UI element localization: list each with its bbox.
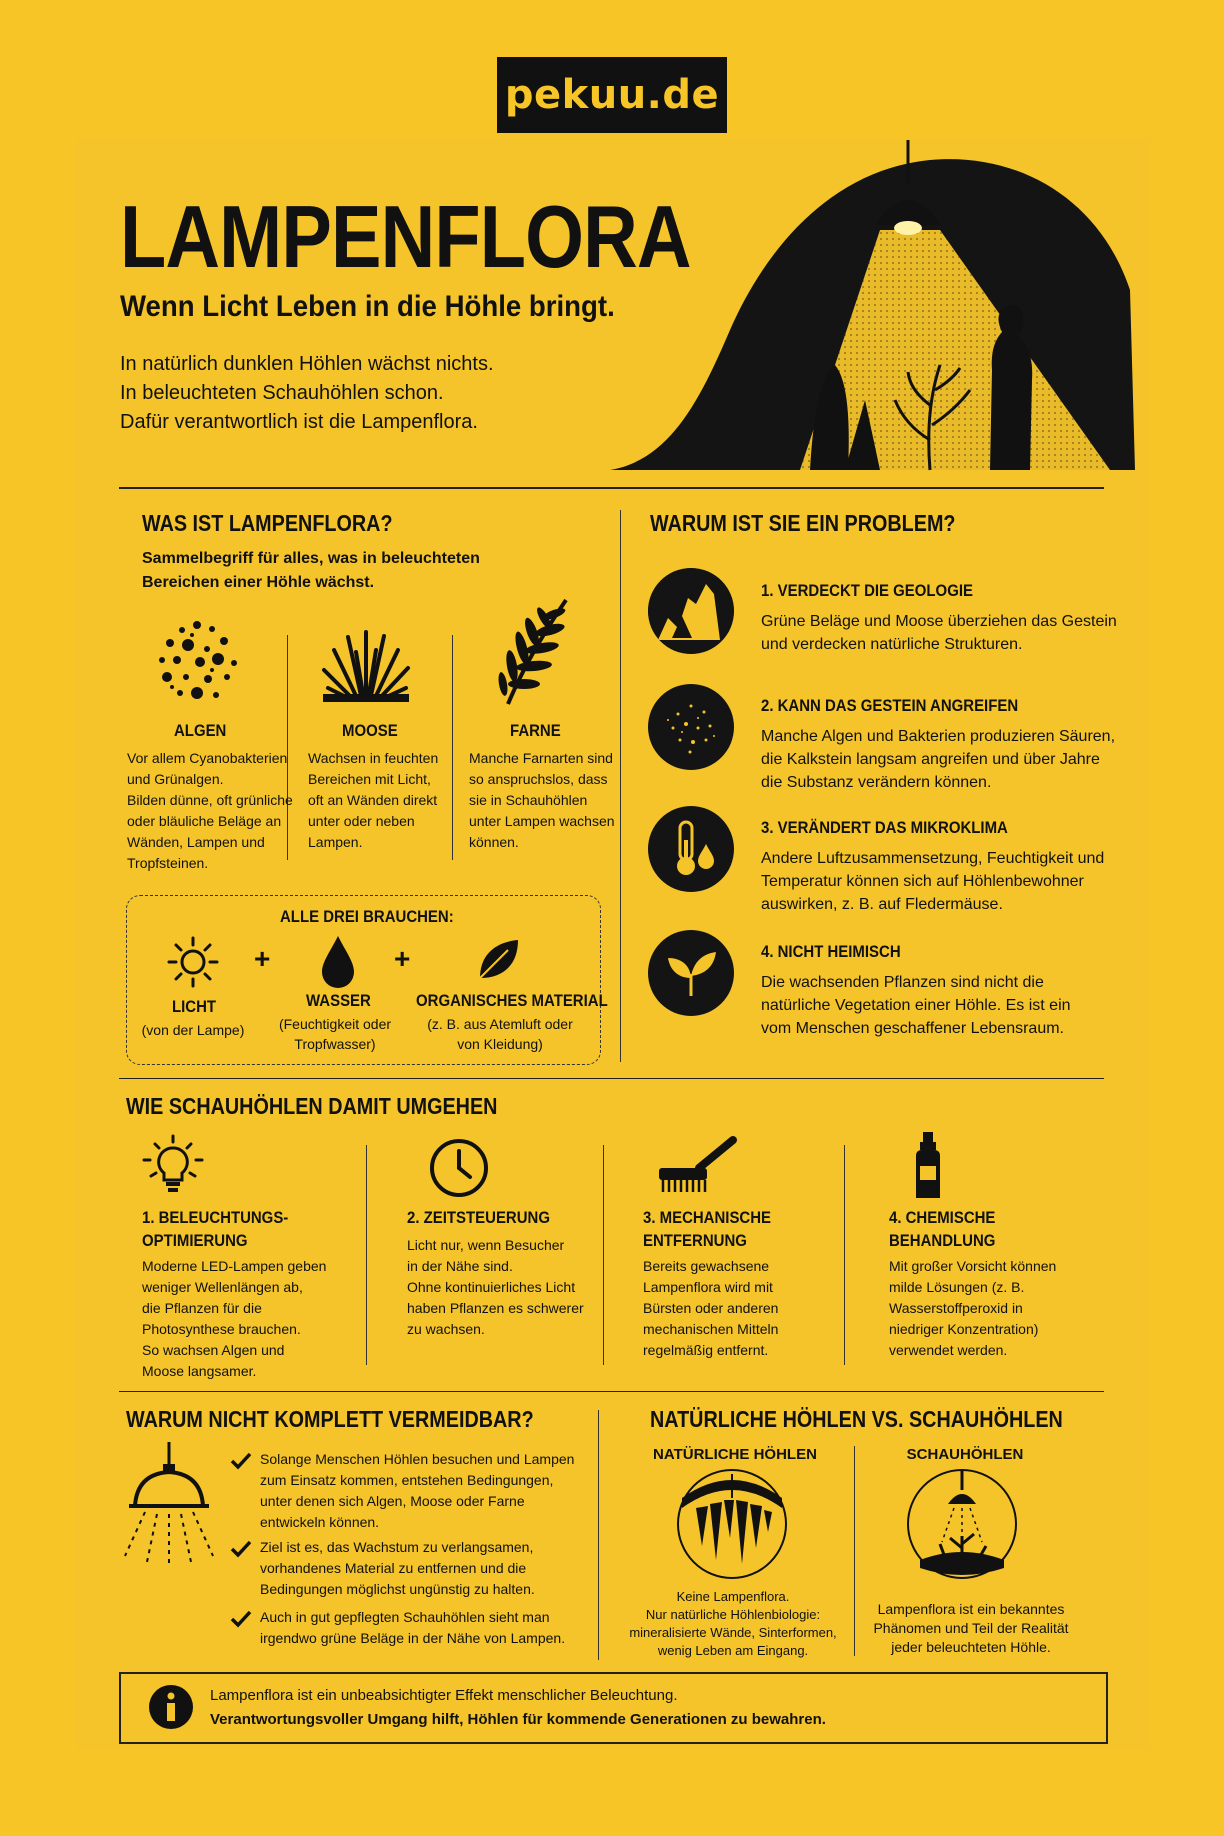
particles-icon — [648, 684, 734, 770]
need-name-organisch: ORGANISCHES MATERIAL — [416, 991, 608, 1010]
text-line: So wachsen Algen und — [142, 1342, 285, 1358]
type-text-farne — [469, 748, 615, 853]
title-line: 4. CHEMISCHE — [889, 1208, 996, 1227]
umgang-title-3 — [643, 1206, 771, 1252]
text-line: Temperatur können sich auf Höhlenbewohner — [761, 873, 1084, 890]
cave-lamp-illustration — [590, 140, 1150, 475]
intro-line: Dafür verantwortlich ist die Lampenflora. — [120, 411, 478, 433]
need-text-wasser — [260, 1014, 410, 1054]
text-line: weniger Wellenlängen ab, — [142, 1279, 303, 1295]
text-line: Moderne LED-Lampen geben — [142, 1258, 327, 1274]
text-line: Wasserstoffperoxid in — [889, 1300, 1023, 1316]
divider — [854, 1446, 855, 1656]
text-line: Vor allem Cyanobakterien — [127, 750, 288, 766]
type-name-algen: ALGEN — [174, 721, 227, 740]
divider — [598, 1410, 599, 1660]
page-subtitle: Wenn Licht Leben in die Höhle bringt. — [120, 290, 615, 323]
text-line: mechanischen Mitteln — [643, 1321, 779, 1337]
text-line: mineralisierte Wände, Sinterformen, — [629, 1625, 837, 1640]
divider — [620, 510, 621, 1062]
text-line: zu wachsen. — [407, 1321, 485, 1337]
text-line: so anspruchslos, dass — [469, 771, 608, 787]
section-heading-vergleich: NATÜRLICHE HÖHLEN VS. SCHAUHÖHLEN — [650, 1406, 1063, 1432]
check-icon — [230, 1540, 252, 1558]
text-line: Solange Menschen Höhlen besuchen und Lampen — [260, 1451, 575, 1467]
umgang-title-4 — [889, 1206, 995, 1252]
type-name-moose: MOOSE — [342, 721, 398, 740]
water-drop-icon — [318, 934, 358, 990]
text-line: Wachsen in feuchten — [308, 750, 439, 766]
plus-sign: + — [254, 943, 271, 974]
text-line: haben Pflanzen es schwerer — [407, 1300, 584, 1316]
text-line: Bürsten oder anderen — [643, 1300, 779, 1316]
text-line: unter denen sich Algen, Moose oder Farne — [260, 1493, 525, 1509]
thermometer-icon — [648, 806, 734, 892]
text-line: Grüne Beläge und Moose überziehen das Gestein — [761, 613, 1117, 630]
site-logo[interactable]: pekuu.de — [497, 57, 727, 133]
text-line: verwendet werden. — [889, 1342, 1008, 1358]
text-line: (von der Lampe) — [141, 1022, 245, 1038]
text-line: Wänden, Lampen und — [127, 834, 265, 850]
title-line: 1. BELEUCHTUNGS- — [142, 1208, 289, 1227]
info-text — [210, 1684, 826, 1732]
title-line: OPTIMIERUNG — [142, 1231, 248, 1250]
type-name-farne: FARNE — [510, 721, 561, 740]
text-line: oder bläuliche Beläge an — [127, 813, 282, 829]
text-line: Ohne kontinuierliches Licht — [407, 1279, 576, 1295]
text-line: Bilden dünne, oft grünliche — [127, 792, 293, 808]
text-line: milde Lösungen (z. B. — [889, 1279, 1025, 1295]
info-line-2: Verantwortungsvoller Umgang hilft, Höhlen für kommende Generationen zu bewahren. — [210, 1711, 826, 1728]
problem-text-2 — [761, 725, 1115, 794]
text-line: auswirken, z. B. auf Fledermäuse. — [761, 896, 1003, 913]
problem-title-3: 3. VERÄNDERT DAS MIKROKLIMA — [761, 818, 1008, 837]
text-line: (Feuchtigkeit oder — [278, 1016, 392, 1032]
text-line: Nur natürliche Höhlenbiologie: — [645, 1607, 821, 1622]
plant-icon — [648, 930, 734, 1016]
compare-text-natural — [608, 1588, 858, 1660]
text-line: Manche Farnarten sind — [469, 750, 613, 766]
text-line: (z. B. aus Atemluft oder — [427, 1016, 573, 1032]
type-text-moose — [308, 748, 438, 853]
info-icon — [148, 1684, 194, 1730]
text-line: Mit großer Vorsicht können — [889, 1258, 1057, 1274]
problem-text-3 — [761, 847, 1104, 916]
text-line: und verdecken natürliche Strukturen. — [761, 636, 1023, 653]
problem-text-4 — [761, 971, 1071, 1040]
divider — [119, 1391, 1104, 1392]
lightbulb-icon — [142, 1134, 204, 1196]
problem-title-4: 4. NICHT HEIMISCH — [761, 942, 901, 961]
definition-text — [142, 547, 480, 595]
info-line-1: Lampenflora ist ein unbeabsichtigter Effekt menschlicher Beleuchtung. — [210, 1687, 678, 1704]
need-name-licht: LICHT — [172, 997, 217, 1016]
text-line: Auch in gut gepflegten Schauhöhlen sieht man — [260, 1609, 550, 1625]
section-heading-vermeidbar: WARUM NICHT KOMPLETT VERMEIDBAR? — [126, 1406, 534, 1432]
section-heading-problem: WARUM IST SIE EIN PROBLEM? — [650, 510, 956, 536]
umgang-text-2 — [407, 1235, 584, 1340]
text-line: Moose langsamer. — [142, 1363, 257, 1379]
leaf-icon — [474, 936, 522, 984]
definition-line: Sammelbegriff für alles, was in beleuchteten — [142, 550, 480, 567]
text-line: und Grünalgen. — [127, 771, 224, 787]
text-line: Bereits gewachsene — [643, 1258, 770, 1274]
text-line: die Substanz verändern können. — [761, 774, 992, 791]
needs-heading: ALLE DREI BRAUCHEN: — [280, 907, 454, 926]
fern-icon — [488, 596, 578, 706]
text-line: die Kalkstein langsam angreifen und über Jahre — [761, 751, 1100, 768]
divider — [119, 487, 1104, 489]
check-icon — [230, 1452, 252, 1470]
text-line: Tropfsteinen. — [127, 855, 209, 871]
text-line: Bereichen mit Licht, — [308, 771, 431, 787]
text-line: oft an Wänden direkt — [308, 792, 438, 808]
text-line: können. — [469, 834, 519, 850]
vermeidbar-point-2 — [260, 1537, 535, 1600]
definition-line: Bereichen einer Höhle wächst. — [142, 574, 375, 591]
text-line: Lampenflora ist ein bekanntes — [877, 1601, 1065, 1617]
text-line: Lampen. — [308, 834, 363, 850]
text-line: wenig Leben am Eingang. — [657, 1643, 809, 1658]
algae-icon — [152, 615, 242, 705]
vermeidbar-point-1 — [260, 1449, 574, 1533]
title-line: BEHANDLUNG — [889, 1231, 996, 1250]
text-line: die Pflanzen für die — [142, 1300, 262, 1316]
umgang-title-1 — [142, 1206, 288, 1252]
page-title: LAMPENFLORA — [120, 187, 691, 286]
compare-title-show: SCHAUHÖHLEN — [906, 1446, 1024, 1463]
compare-text-show — [860, 1600, 1082, 1657]
intro-line: In beleuchteten Schauhöhlen schon. — [120, 382, 444, 404]
text-line: Andere Luftzusammensetzung, Feuchtigkeit und — [761, 850, 1105, 867]
umgang-text-4 — [889, 1256, 1056, 1361]
text-line: vorhandenes Material zu entfernen und die — [260, 1560, 527, 1576]
text-line: Manche Algen und Bakterien produzieren Säuren, — [761, 728, 1116, 745]
text-line: vom Menschen geschaffener Lebensraum. — [761, 1020, 1064, 1037]
text-line: Bedingungen möglichst ungünstig zu halten. — [260, 1581, 535, 1597]
text-line: regelmäßig entfernt. — [643, 1342, 769, 1358]
intro-text — [120, 350, 494, 437]
need-text-organisch — [410, 1014, 590, 1054]
problem-title-1: 1. VERDECKT DIE GEOLOGIE — [761, 581, 973, 600]
vermeidbar-point-3 — [260, 1607, 565, 1649]
umgang-text-3 — [643, 1256, 778, 1361]
text-line: Tropfwasser) — [294, 1036, 376, 1052]
clock-icon — [428, 1137, 490, 1199]
text-line: Keine Lampenflora. — [676, 1589, 790, 1604]
text-line: irgendwo grüne Beläge in der Nähe von Lampen. — [260, 1630, 566, 1646]
text-line: in der Nähe sind. — [407, 1258, 513, 1274]
moss-icon — [318, 622, 414, 702]
bottle-icon — [912, 1130, 944, 1200]
text-line: Phänomen und Teil der Realität — [873, 1620, 1069, 1636]
rock-icon — [648, 568, 734, 654]
divider — [366, 1145, 367, 1365]
brush-icon — [655, 1134, 739, 1198]
problem-title-2: 2. KANN DAS GESTEIN ANGREIFEN — [761, 696, 1019, 715]
text-line: natürliche Vegetation einer Höhle. Es ist ein — [761, 997, 1071, 1014]
text-line: Licht nur, wenn Besucher — [407, 1237, 565, 1253]
title-line: 2. ZEITSTEUERUNG — [407, 1208, 550, 1227]
section-heading-umgang: WIE SCHAUHÖHLEN DAMIT UMGEHEN — [126, 1093, 498, 1119]
plus-sign: + — [394, 943, 411, 974]
compare-title-natural: NATÜRLICHE HÖHLEN — [653, 1446, 817, 1463]
text-line: Die wachsenden Pflanzen sind nicht die — [761, 974, 1044, 991]
text-line: jeder beleuchteten Höhle. — [891, 1639, 1051, 1655]
check-icon — [230, 1610, 252, 1628]
divider — [603, 1145, 604, 1365]
natural-cave-icon — [676, 1468, 788, 1580]
text-line: zum Einsatz kommen, entstehen Bedingungen, — [260, 1472, 554, 1488]
text-line: unter Lampen wachsen — [469, 813, 615, 829]
umgang-text-1 — [142, 1256, 326, 1382]
need-name-wasser: WASSER — [306, 991, 371, 1010]
text-line: niedriger Konzentration) — [889, 1321, 1039, 1337]
section-heading-was-ist: WAS IST LAMPENFLORA? — [142, 510, 393, 536]
text-line: Lampenflora wird mit — [643, 1279, 773, 1295]
type-text-algen — [127, 748, 293, 874]
divider — [119, 1078, 1104, 1079]
umgang-title-2 — [407, 1206, 550, 1229]
sun-icon — [166, 935, 220, 989]
intro-line: In natürlich dunklen Höhlen wächst nichts. — [120, 353, 494, 375]
text-line: entwickeln können. — [260, 1514, 380, 1530]
divider — [452, 635, 453, 860]
text-line: von Kleidung) — [457, 1036, 543, 1052]
show-cave-icon — [906, 1468, 1018, 1580]
text-line: sie in Schauhöhlen — [469, 792, 588, 808]
text-line: Photosynthese brauchen. — [142, 1321, 301, 1337]
title-line: 3. MECHANISCHE — [643, 1208, 772, 1227]
problem-text-1 — [761, 610, 1117, 656]
text-line: unter oder neben — [308, 813, 415, 829]
text-line: Ziel ist es, das Wachstum zu verlangsamen, — [260, 1539, 534, 1555]
divider — [844, 1145, 845, 1365]
title-line: ENTFERNUNG — [643, 1231, 747, 1250]
ceiling-lamp-icon — [117, 1440, 221, 1570]
need-text-licht — [126, 1020, 260, 1040]
